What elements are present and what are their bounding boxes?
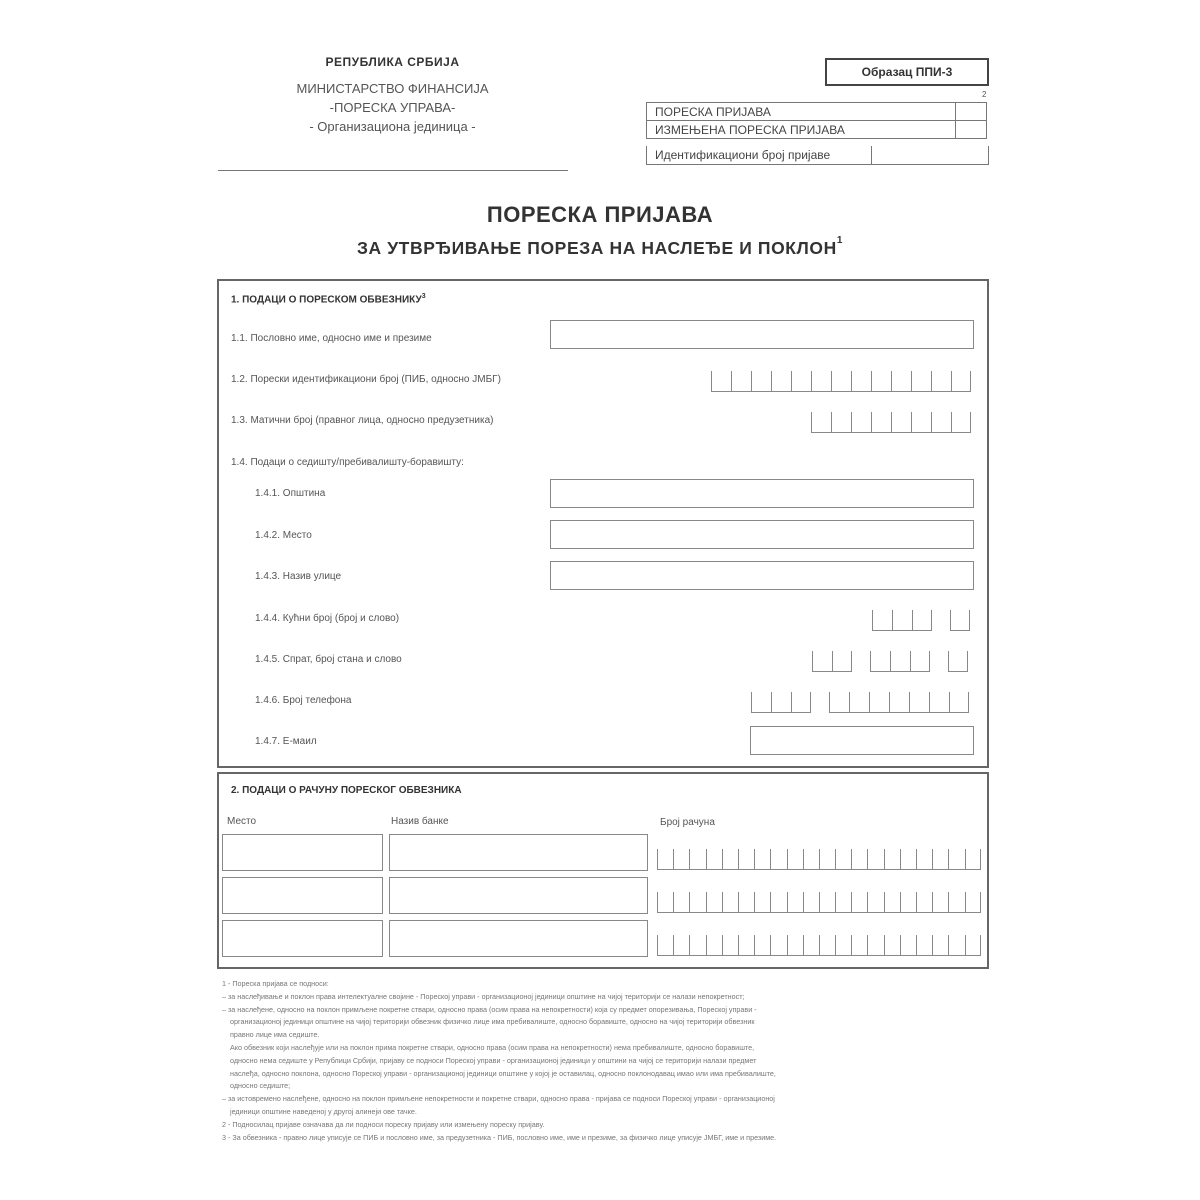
comb-cell[interactable] [948, 651, 968, 671]
footnote-line: наслеђа, односно поклона, односно Пореској управи - организационој јединици општине у којој је оставилац, односно поклонодавац имао или има пребивалиште, [230, 1068, 776, 1078]
footnote-line: јединици општине наведеној у другој алинеји ове тачке. [230, 1106, 417, 1116]
comb-cell[interactable] [770, 849, 786, 869]
type-row-original [647, 103, 987, 121]
name-input[interactable] [550, 320, 974, 349]
street-input[interactable] [550, 561, 974, 590]
type-checkbox-original[interactable] [956, 103, 987, 121]
comb-cell[interactable] [754, 935, 770, 955]
column-bank: Назив банке [391, 816, 449, 827]
comb-cell[interactable] [751, 692, 771, 712]
comb-cell[interactable] [791, 371, 811, 391]
comb-cell[interactable] [770, 935, 786, 955]
comb-cell[interactable] [657, 849, 673, 869]
comb-cell[interactable] [884, 849, 900, 869]
comb-cell[interactable] [932, 892, 948, 912]
administration-label: -ПОРЕСКА УПРАВА- [329, 100, 456, 115]
comb-cell[interactable] [689, 892, 705, 912]
bank-row-3-place[interactable] [222, 920, 383, 957]
floor-apartment-input[interactable] [812, 651, 968, 671]
comb-cell[interactable] [812, 651, 832, 671]
comb-cell[interactable] [722, 935, 738, 955]
comb-cell[interactable] [706, 892, 722, 912]
comb-cell[interactable] [689, 935, 705, 955]
comb-cell[interactable] [912, 610, 932, 630]
section-2-title: 2. ПОДАЦИ О РАЧУНУ ПОРЕСКОГ ОБВЕЗНИКА [231, 785, 462, 796]
house-number-label: 1.4.4. Кућни број (број и слово) [255, 613, 400, 624]
comb-cell[interactable] [851, 892, 867, 912]
comb-cell[interactable] [791, 692, 811, 712]
comb-cell[interactable] [787, 935, 803, 955]
issuer-block [215, 55, 570, 136]
footnote-line: правно лице има седиште. [230, 1030, 320, 1040]
type-label: ПОРЕСКА ПРИЈАВА [647, 103, 956, 121]
comb-group[interactable] [751, 692, 811, 713]
comb-cell[interactable] [711, 371, 731, 391]
submission-id-label: Идентификациони број пријаве [647, 146, 872, 164]
comb-cell[interactable] [835, 892, 851, 912]
submission-type-table [646, 102, 987, 139]
comb-cell[interactable] [673, 849, 689, 869]
place-input[interactable] [550, 520, 974, 549]
footnotes [222, 978, 992, 1144]
bank-row-3-bank[interactable] [389, 920, 648, 957]
comb-cell[interactable] [811, 371, 831, 391]
comb-cell[interactable] [722, 849, 738, 869]
comb-cell[interactable] [731, 371, 751, 391]
ministry-label: МИНИСТАРСТВО ФИНАНСИЈА [296, 81, 489, 96]
type-row-amended [647, 121, 987, 139]
comb-cell[interactable] [951, 371, 971, 391]
footnote-line: 3 - За обвезника - правно лице уписује се ПИБ и пословно име, за предузетника - ПИБ, пословно име, име и презиме, за физичко лице уписује ЈМБГ, име и презиме. [222, 1132, 777, 1142]
floor-apartment-label: 1.4.5. Спрат, број стана и слово [255, 654, 402, 665]
comb-cell[interactable] [722, 892, 738, 912]
comb-cell[interactable] [871, 371, 891, 391]
section-1-title [231, 293, 426, 305]
footnote-line: Ако обвезник који наслеђује или на поклон прима покретне ствари, односно права (осим права на непокретности) нема пребивалиште, односно боравиште, [230, 1042, 755, 1052]
comb-cell[interactable] [738, 935, 754, 955]
comb-cell[interactable] [819, 849, 835, 869]
footnote-line: – за наслеђивање и поклон права интелектуалне својине - Пореској управи - организационој јединици општине на чијој територији се налази непокретност; [222, 991, 745, 1001]
comb-group[interactable] [657, 892, 981, 913]
comb-cell[interactable] [771, 371, 791, 391]
comb-cell[interactable] [965, 849, 981, 869]
page-subtitle [0, 235, 1200, 259]
bank-row-2-place[interactable] [222, 877, 383, 914]
comb-cell[interactable] [892, 610, 912, 630]
comb-cell[interactable] [932, 935, 948, 955]
comb-cell[interactable] [951, 412, 971, 432]
comb-cell[interactable] [889, 692, 909, 712]
bank-row-1-account[interactable] [657, 849, 981, 869]
comb-cell[interactable] [657, 892, 673, 912]
comb-cell[interactable] [787, 892, 803, 912]
comb-cell[interactable] [916, 892, 932, 912]
comb-cell[interactable] [869, 692, 889, 712]
comb-cell[interactable] [884, 935, 900, 955]
comb-cell[interactable] [900, 892, 916, 912]
pib-label: 1.2. Порески идентификациони број (ПИБ, односно ЈМБГ) [231, 374, 501, 385]
comb-cell[interactable] [948, 849, 964, 869]
name-label: 1.1. Пословно име, односно име и презиме [231, 333, 432, 344]
column-account: Број рачуна [660, 817, 715, 828]
comb-group[interactable] [829, 692, 969, 713]
footnote-line: 2 - Подносилац пријаве означава да ли подноси пореску пријаву или измењену пореску пријаву. [222, 1119, 545, 1129]
comb-cell[interactable] [871, 412, 891, 432]
comb-cell[interactable] [900, 849, 916, 869]
comb-cell[interactable] [900, 935, 916, 955]
page-subtitle-text: ЗА УТВРЂИВАЊЕ ПОРЕЗА НА НАСЛЕЂЕ И ПОКЛОН [356, 238, 837, 258]
comb-cell[interactable] [803, 935, 819, 955]
comb-cell[interactable] [965, 892, 981, 912]
comb-cell[interactable] [916, 935, 932, 955]
mb-label: 1.3. Матични број (правног лица, односно предузетника) [231, 415, 494, 426]
comb-cell[interactable] [819, 892, 835, 912]
comb-cell[interactable] [872, 610, 892, 630]
comb-cell[interactable] [673, 892, 689, 912]
comb-cell[interactable] [851, 412, 871, 432]
comb-cell[interactable] [911, 412, 931, 432]
section-taxpayer-data [217, 279, 989, 768]
footnote-ref-3: 3 [421, 293, 426, 300]
comb-cell[interactable] [931, 371, 951, 391]
pib-input[interactable] [711, 371, 971, 391]
footnote-ref-2: 2 [982, 90, 987, 99]
comb-cell[interactable] [870, 651, 890, 671]
comb-cell[interactable] [771, 692, 791, 712]
email-input[interactable] [750, 726, 974, 755]
comb-group[interactable] [870, 651, 930, 672]
comb-group[interactable] [872, 610, 932, 631]
comb-cell[interactable] [787, 849, 803, 869]
comb-group[interactable] [950, 610, 970, 631]
form-code-badge: Образац ППИ-3 [825, 58, 989, 86]
comb-cell[interactable] [770, 892, 786, 912]
bank-row-3-account[interactable] [657, 935, 981, 955]
comb-cell[interactable] [851, 371, 871, 391]
section-1-title-text: 1. ПОДАЦИ О ПОРЕСКОМ ОБВЕЗНИКУ [231, 294, 422, 306]
comb-cell[interactable] [910, 651, 930, 671]
type-checkbox-amended[interactable] [956, 121, 987, 139]
comb-cell[interactable] [754, 849, 770, 869]
comb-cell[interactable] [932, 849, 948, 869]
comb-cell[interactable] [657, 935, 673, 955]
comb-cell[interactable] [819, 935, 835, 955]
section-bank-account [217, 772, 989, 969]
bank-row-2-bank[interactable] [389, 877, 648, 914]
comb-cell[interactable] [835, 849, 851, 869]
footnote-line: – за наслеђене, односно на поклон примљене покретне ствари, односно права (осим права на непокретности) која су предмет опорезивања, Пореској управи - [222, 1004, 757, 1014]
comb-cell[interactable] [890, 651, 910, 671]
org-unit-label: - Организациона јединица - [309, 119, 476, 134]
footnote-line: организационој јединици општине на чијој територији обвезник физичко лице има пребивалиште, односно боравиште, односно на чијој територији обвезник [230, 1017, 755, 1027]
place-label: 1.4.2. Место [255, 530, 312, 541]
comb-cell[interactable] [738, 892, 754, 912]
comb-cell[interactable] [851, 935, 867, 955]
bank-row-1-bank[interactable] [389, 834, 648, 871]
comb-cell[interactable] [916, 849, 932, 869]
municipality-label: 1.4.1. Општина [255, 488, 326, 499]
comb-cell[interactable] [829, 692, 849, 712]
submission-id-field[interactable] [872, 146, 988, 164]
comb-cell[interactable] [867, 935, 883, 955]
org-unit-line[interactable] [218, 170, 568, 171]
comb-cell[interactable] [706, 849, 722, 869]
comb-cell[interactable] [948, 935, 964, 955]
comb-cell[interactable] [738, 849, 754, 869]
footnote-line: – за истовремено наслеђене, односно на поклон примљене непокретности и покретне ствари, односно права - пријава се подноси Пореској управи - организационој [222, 1094, 775, 1104]
comb-cell[interactable] [832, 651, 852, 671]
footnote-line: односно седиште; [230, 1081, 291, 1091]
comb-cell[interactable] [673, 935, 689, 955]
comb-cell[interactable] [891, 371, 911, 391]
comb-group[interactable] [657, 935, 981, 956]
type-label: ИЗМЕЊЕНА ПОРЕСКА ПРИЈАВА [647, 121, 956, 139]
comb-group[interactable] [812, 651, 852, 672]
street-label: 1.4.3. Назив улице [255, 571, 342, 582]
house-number-input[interactable] [872, 610, 970, 630]
comb-group[interactable] [811, 412, 971, 433]
comb-cell[interactable] [851, 849, 867, 869]
comb-cell[interactable] [811, 412, 831, 432]
page-title: ПОРЕСКА ПРИЈАВА [486, 202, 714, 227]
comb-cell[interactable] [891, 412, 911, 432]
comb-cell[interactable] [867, 849, 883, 869]
comb-group[interactable] [657, 849, 981, 870]
comb-cell[interactable] [831, 371, 851, 391]
comb-cell[interactable] [884, 892, 900, 912]
comb-cell[interactable] [831, 412, 851, 432]
municipality-input[interactable] [550, 479, 974, 508]
republic-label: РЕПУБЛИКА СРБИЈА [325, 55, 460, 69]
comb-cell[interactable] [849, 692, 869, 712]
comb-cell[interactable] [867, 892, 883, 912]
column-place: Место [227, 816, 257, 827]
comb-cell[interactable] [706, 935, 722, 955]
comb-group[interactable] [948, 651, 968, 672]
comb-cell[interactable] [835, 935, 851, 955]
phone-input[interactable] [751, 692, 969, 712]
comb-cell[interactable] [911, 371, 931, 391]
comb-cell[interactable] [751, 371, 771, 391]
phone-label: 1.4.6. Број телефона [255, 695, 352, 706]
footnote-ref-1: 1 [836, 235, 844, 247]
bank-row-2-account[interactable] [657, 892, 981, 912]
comb-cell[interactable] [931, 412, 951, 432]
comb-cell[interactable] [950, 610, 970, 630]
email-label: 1.4.7. Е-маил [255, 736, 317, 747]
comb-cell[interactable] [948, 892, 964, 912]
footnote-line: 1 - Пореска пријава се подноси: [222, 979, 329, 988]
comb-cell[interactable] [689, 849, 705, 869]
comb-cell[interactable] [909, 692, 929, 712]
comb-cell[interactable] [949, 692, 969, 712]
bank-row-1-place[interactable] [222, 834, 383, 871]
footnote-line: односно нема седиште у Републици Србији, пријаву се подноси Пореској управи - организационој јединици у општини на чијој се територији налази предмет [230, 1055, 757, 1065]
comb-group[interactable] [711, 371, 971, 392]
comb-cell[interactable] [965, 935, 981, 955]
address-heading: 1.4. Подаци о седишту/пребивалишту-боравишту: [231, 457, 464, 468]
comb-cell[interactable] [929, 692, 949, 712]
mb-input[interactable] [811, 412, 971, 432]
comb-cell[interactable] [803, 892, 819, 912]
submission-id-row [646, 146, 989, 165]
comb-cell[interactable] [803, 849, 819, 869]
comb-cell[interactable] [754, 892, 770, 912]
